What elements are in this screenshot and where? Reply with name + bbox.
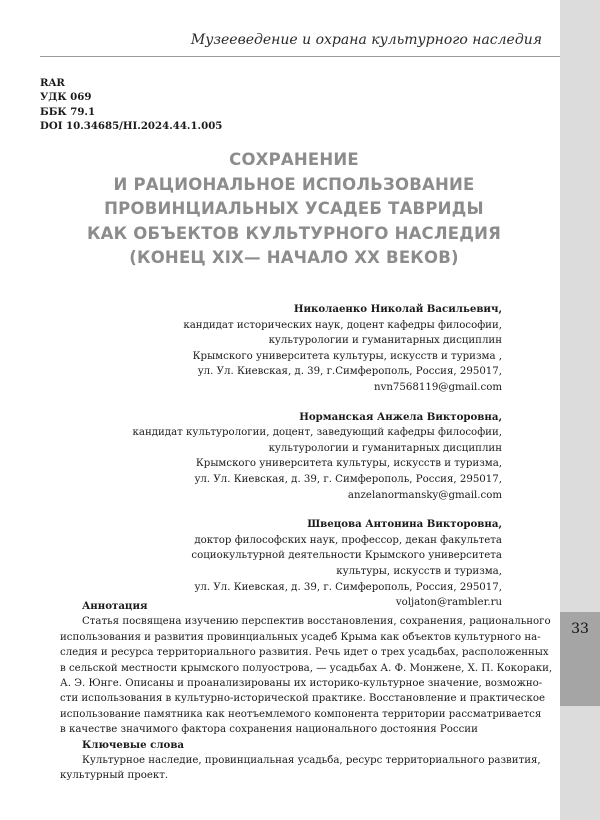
header-rule	[40, 56, 560, 57]
author-affiliation-line: Крымского университета культуры, искусств и туризма ,	[192, 350, 502, 362]
abstract-heading: Аннотация	[82, 600, 148, 612]
author-name: Швецова Антонина Викторовна,	[307, 518, 502, 531]
author-block	[133, 302, 502, 396]
author-affiliation-line: культуры, искусств и туризма,	[336, 565, 502, 577]
abstract-line: А. Э. Юнге. Описаны и проанализированы их историко-культурное значение, возможно-	[60, 678, 543, 690]
title-line: (КОНЕЦ XIX— НАЧАЛО XX ВЕКОВ)	[129, 248, 459, 268]
author-list	[133, 302, 502, 625]
article-title	[56, 148, 532, 271]
author-address: ул. Ул. Киевская, д. 39, г. Симферополь, Россия, 295017,	[194, 581, 502, 593]
author-affiliation-line: Крымского университета культуры, искусств и туризма,	[195, 458, 502, 470]
abstract-line: использование памятника как неотъемлемого компонента территории рассматривается	[60, 708, 542, 720]
meta-bbk: ББК 79.1	[40, 105, 96, 118]
page-number-tab	[560, 612, 600, 706]
running-head: Музееведение и охрана культурного наследия	[190, 32, 542, 48]
author-affiliation-line: социокультурной деятельности Крымского университета	[191, 550, 502, 562]
abstract-line: использования и развития провинциальных усадеб Крыма как объектов культурного на-	[60, 631, 541, 643]
author-email: voljaton@rambler.ru	[395, 597, 502, 609]
keywords-line: Культурное наследие, провинциальная усадьба, ресурс территориального развития,	[82, 755, 541, 767]
author-email: nvn7568119@gmail.com	[374, 381, 502, 393]
author-affiliation-line: культурологии и гуманитарных дисциплин	[268, 335, 502, 347]
article-metadata	[40, 76, 222, 134]
author-affiliation-line: кандидат культурологии, доцент, заведующий кафедры философии,	[132, 427, 502, 439]
author-address: ул. Ул. Киевская, д. 39, г. Симферополь, Россия, 295017,	[194, 473, 502, 485]
author-name: Норманская Анжела Викторовна,	[299, 410, 502, 423]
author-affiliation-line: кандидат исторических наук, доцент кафедры философии,	[183, 319, 502, 331]
title-line: ПРОВИНЦИАЛЬНЫХ УСАДЕБ ТАВРИДЫ	[104, 199, 484, 219]
author-address: ул. Ул. Киевская, д. 39, г.Симферополь, Россия, 295017,	[197, 366, 502, 378]
abstract-line: сти использования в культурно-исторической практике. Восстановление и практическое	[60, 693, 546, 705]
author-affiliation-line: культурологии и гуманитарных дисциплин	[268, 442, 502, 454]
abstract-line: Статья посвящена изучению перспектив восстановления, сохранения, рационального	[82, 616, 551, 628]
title-line: КАК ОБЪЕКТОВ КУЛЬТУРНОГО НАСЛЕДИЯ	[86, 223, 502, 243]
title-line: СОХРАНЕНИЕ	[229, 150, 359, 169]
abstract-section	[60, 599, 553, 784]
author-email: anzelanormansky@gmail.com	[347, 489, 502, 501]
keywords-heading: Ключевые слова	[82, 738, 185, 751]
author-affiliation-line: доктор философских наук, профессор, декан факультета	[194, 534, 502, 546]
abstract-line: следия и ресурса территориального развития. Речь идет о трех усадьбах, расположенных	[60, 647, 549, 659]
meta-rar: RAR	[40, 77, 65, 89]
meta-udk: УДК 069	[40, 91, 92, 104]
abstract-line: в качестве значимого фактора сохранения национального достояния России	[60, 724, 478, 736]
title-line: И РАЦИОНАЛЬНОЕ ИСПОЛЬЗОВАНИЕ	[113, 174, 475, 194]
author-name: Николаенко Николай Васильевич,	[293, 303, 502, 315]
keywords-line: культурный проект.	[60, 770, 169, 782]
author-block	[133, 517, 502, 611]
abstract-line: в сельской местности крымского полуострова, — усадьбах А. Ф. Монжене, Х. П. Кокораки,	[60, 662, 553, 674]
author-block	[133, 410, 502, 504]
meta-doi: DOI 10.34685/HI.2024.44.1.005	[40, 120, 223, 133]
page-number: 33	[571, 621, 589, 637]
